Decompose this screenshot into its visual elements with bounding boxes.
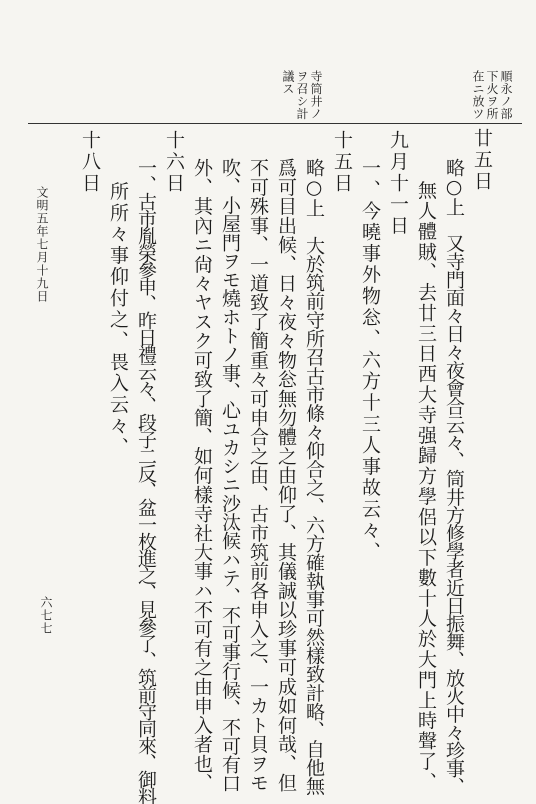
text-column: 九月十一日 bbox=[387, 130, 409, 237]
text-column: 十八日 bbox=[79, 130, 101, 194]
headnote-line: 下火ヲ所 bbox=[485, 70, 499, 120]
text-column: 略○上 大於筑前守所召古市條々仰合之、六方確執事可然樣致計略、自他無 bbox=[303, 158, 325, 796]
text-column: 略○上 又寺門面々日々夜會合云々、筒井方修學者近日振舞、放火中々珍事、 bbox=[443, 158, 465, 796]
headnote-line: 議ス bbox=[281, 70, 295, 95]
text-column: 外、其內ニ尙々ヤスク可致了簡、如何樣寺社大事ハ不可有之由申入者也、 bbox=[191, 158, 213, 792]
text-column: 所所々事仰付之、畏入云々、 bbox=[107, 160, 129, 459]
text-column: 十五日 bbox=[331, 130, 353, 194]
headnote-line: 寺筒井ノ bbox=[309, 70, 323, 120]
text-column: 一、今曉事外物忩、六方十三人事故云々、 bbox=[359, 158, 381, 563]
text-column: 十六日 bbox=[163, 130, 185, 194]
text-column: 無人體賊、去廿三日西大寺强歸方學侶以下數十人於大門上時聲了、 bbox=[415, 160, 437, 792]
headnote-line: ヲ召シ計 bbox=[295, 70, 309, 120]
headnote-line: 順永ノ部 bbox=[499, 70, 513, 120]
text-column: 吹、小屋門ヲモ燒ホトノ事、心ユカシニ沙汰候ハテ、不可事行候、不可有口 bbox=[219, 158, 241, 793]
text-column: 爲可目出候、日々夜々物忩無勿體之由仰了、其儀誠以珍事可成如何哉、但 bbox=[275, 158, 297, 792]
side-date: 文明五年七月十九日 bbox=[35, 186, 49, 303]
text-column: 不可殊事、一道致了簡重々可申合之由、古市筑前各申入之、一カト貝ヲモ bbox=[247, 158, 269, 792]
text-column: 廿五日 bbox=[471, 128, 493, 192]
page-number: 六七七 bbox=[39, 596, 53, 635]
text-column: 一、古市胤榮參申、昨日禮云々、段子二反、盆一枚進之、見參了、筑前守同來、御料 bbox=[135, 158, 157, 804]
headnote-line: 在ニ放ツ bbox=[471, 70, 485, 120]
header-rule bbox=[28, 123, 522, 124]
